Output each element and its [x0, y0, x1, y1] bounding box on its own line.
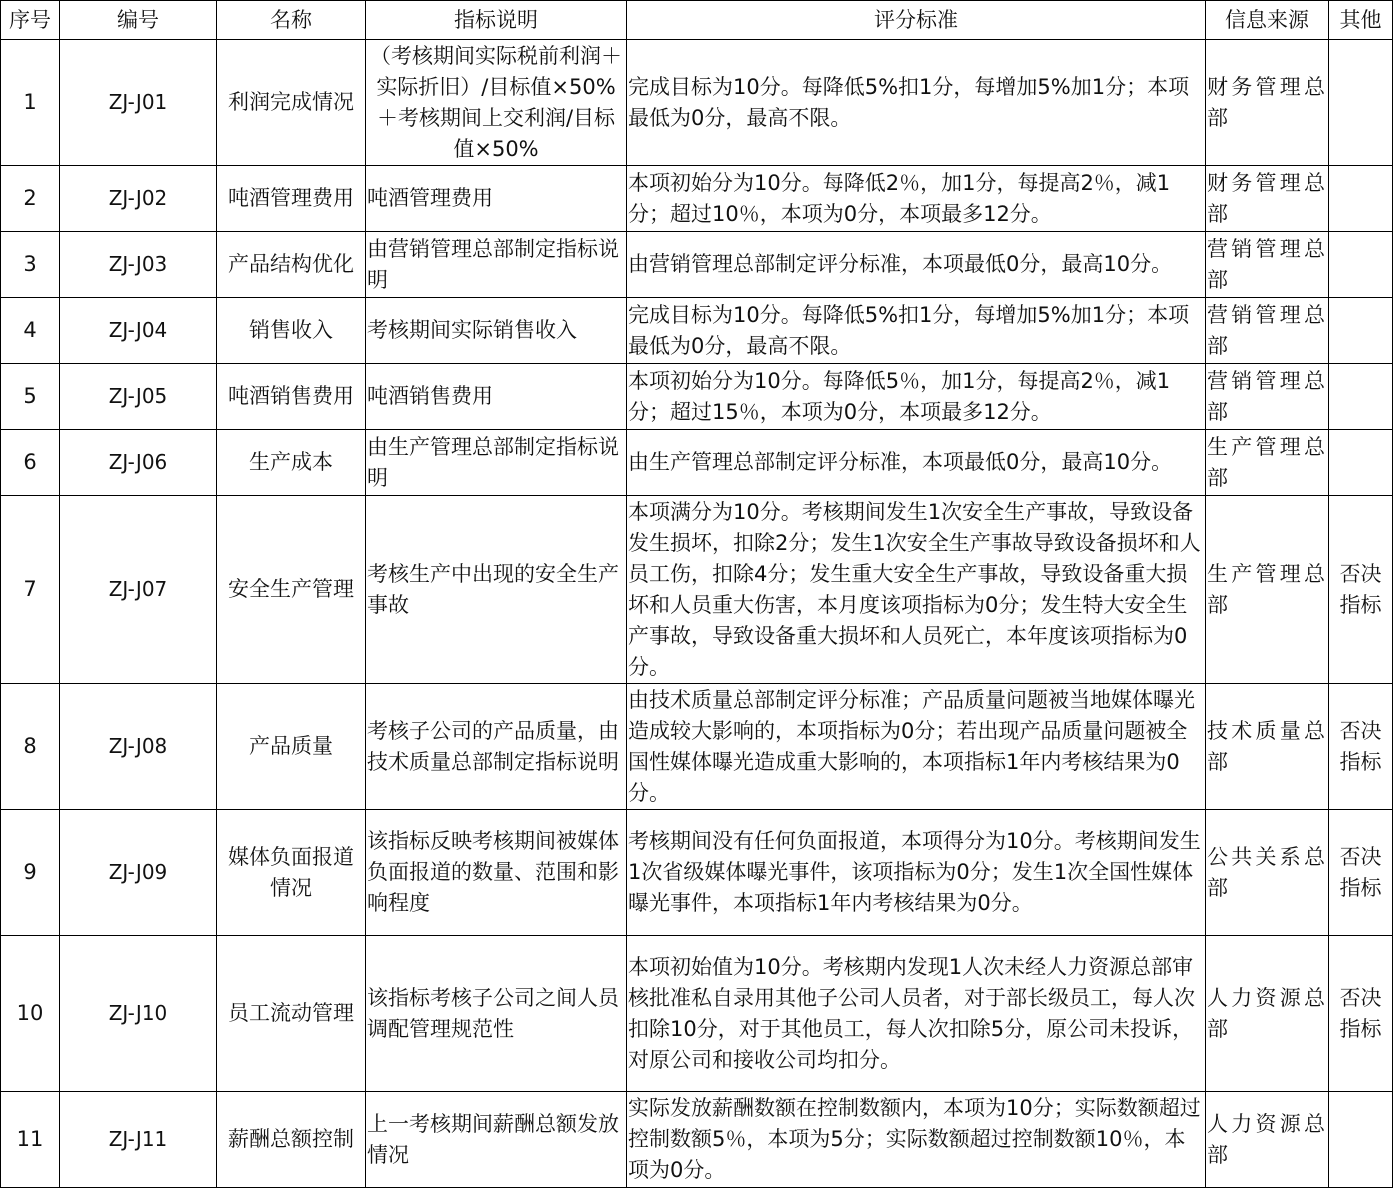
- cell-desc: 考核期间实际销售收入: [366, 298, 627, 364]
- cell-code: ZJ-J03: [60, 232, 217, 298]
- cell-name: 吨酒管理费用: [217, 166, 366, 232]
- cell-no: 11: [1, 1092, 60, 1188]
- header-source: 信息来源: [1206, 1, 1329, 40]
- cell-standard: 完成目标为10分。每降低5%扣1分，每增加5%加1分；本项最低为0分，最高不限。: [627, 298, 1206, 364]
- cell-name: 员工流动管理: [217, 936, 366, 1092]
- cell-no: 8: [1, 684, 60, 810]
- cell-other: [1329, 232, 1393, 298]
- cell-source: 生产管理总部: [1206, 430, 1329, 496]
- cell-other: 否决指标: [1329, 936, 1393, 1092]
- table-row: [1, 810, 1393, 936]
- cell-source: 人力资源总部: [1206, 936, 1329, 1092]
- cell-name: 产品质量: [217, 684, 366, 810]
- cell-code: ZJ-J04: [60, 298, 217, 364]
- cell-other: [1329, 298, 1393, 364]
- cell-desc: 考核子公司的产品质量，由技术质量总部制定指标说明: [366, 684, 627, 810]
- cell-desc: 吨酒销售费用: [366, 364, 627, 430]
- cell-code: ZJ-J05: [60, 364, 217, 430]
- cell-no: 2: [1, 166, 60, 232]
- cell-standard: 实际发放薪酬数额在控制数额内，本项为10分；实际数额超过控制数额5％，本项为5分；实际数额超过控制数额10％，本项为0分。: [627, 1092, 1206, 1188]
- cell-name: 安全生产管理: [217, 496, 366, 684]
- cell-source: 公共关系总部: [1206, 810, 1329, 936]
- cell-standard: 考核期间没有任何负面报道，本项得分为10分。考核期间发生1次省级媒体曝光事件，该项指标为0分；发生1次全国性媒体曝光事件，本项指标1年内考核结果为0分。: [627, 810, 1206, 936]
- cell-other: 否决指标: [1329, 496, 1393, 684]
- cell-other: [1329, 166, 1393, 232]
- table-row: [1, 166, 1393, 232]
- cell-no: 9: [1, 810, 60, 936]
- cell-code: ZJ-J09: [60, 810, 217, 936]
- table-row: [1, 936, 1393, 1092]
- cell-code: ZJ-J02: [60, 166, 217, 232]
- header-desc: 指标说明: [366, 1, 627, 40]
- cell-code: ZJ-J08: [60, 684, 217, 810]
- table-row: [1, 496, 1393, 684]
- cell-other: [1329, 1092, 1393, 1188]
- cell-desc: 吨酒管理费用: [366, 166, 627, 232]
- header-no: 序号: [1, 1, 60, 40]
- cell-standard: 由生产管理总部制定评分标准，本项最低0分，最高10分。: [627, 430, 1206, 496]
- cell-name: 销售收入: [217, 298, 366, 364]
- cell-name: 媒体负面报道情况: [217, 810, 366, 936]
- cell-desc: 由营销管理总部制定指标说明: [366, 232, 627, 298]
- cell-source: 营销管理总部: [1206, 364, 1329, 430]
- cell-code: ZJ-J01: [60, 40, 217, 166]
- table-row: [1, 40, 1393, 166]
- table-row: [1, 298, 1393, 364]
- cell-desc: （考核期间实际税前利润＋实际折旧）/目标值×50%＋考核期间上交利润/目标值×50%: [366, 40, 627, 166]
- cell-source: 营销管理总部: [1206, 298, 1329, 364]
- header-name: 名称: [217, 1, 366, 40]
- cell-source: 营销管理总部: [1206, 232, 1329, 298]
- cell-standard: 由技术质量总部制定评分标准；产品质量问题被当地媒体曝光造成较大影响的，本项指标为0分；若出现产品质量问题被全国性媒体曝光造成重大影响的，本项指标1年内考核结果为0分。: [627, 684, 1206, 810]
- cell-desc: 上一考核期间薪酬总额发放情况: [366, 1092, 627, 1188]
- table-row: [1, 364, 1393, 430]
- cell-name: 薪酬总额控制: [217, 1092, 366, 1188]
- cell-name: 产品结构优化: [217, 232, 366, 298]
- cell-source: 技术质量总部: [1206, 684, 1329, 810]
- cell-code: ZJ-J06: [60, 430, 217, 496]
- cell-other: 否决指标: [1329, 684, 1393, 810]
- cell-no: 4: [1, 298, 60, 364]
- cell-no: 6: [1, 430, 60, 496]
- cell-source: 财务管理总部: [1206, 166, 1329, 232]
- table-row: [1, 430, 1393, 496]
- cell-no: 7: [1, 496, 60, 684]
- cell-standard: 由营销管理总部制定评分标准，本项最低0分，最高10分。: [627, 232, 1206, 298]
- cell-other: [1329, 364, 1393, 430]
- cell-other: 否决指标: [1329, 810, 1393, 936]
- table-row: [1, 232, 1393, 298]
- cell-code: ZJ-J11: [60, 1092, 217, 1188]
- header-code: 编号: [60, 1, 217, 40]
- header-standard: 评分标准: [627, 1, 1206, 40]
- cell-source: 生产管理总部: [1206, 496, 1329, 684]
- cell-standard: 本项初始值为10分。考核期内发现1人次未经人力资源总部审核批准私自录用其他子公司人员者，对于部长级员工，每人次扣除10分，对于其他员工，每人次扣除5分，原公司未投诉，对原公司和接收公司均扣分。: [627, 936, 1206, 1092]
- cell-no: 10: [1, 936, 60, 1092]
- table-row: [1, 1092, 1393, 1188]
- cell-code: ZJ-J07: [60, 496, 217, 684]
- cell-source: 人力资源总部: [1206, 1092, 1329, 1188]
- cell-desc: 该指标反映考核期间被媒体负面报道的数量、范围和影响程度: [366, 810, 627, 936]
- cell-desc: 考核生产中出现的安全生产事故: [366, 496, 627, 684]
- cell-no: 3: [1, 232, 60, 298]
- cell-name: 吨酒销售费用: [217, 364, 366, 430]
- cell-other: [1329, 430, 1393, 496]
- header-other: 其他: [1329, 1, 1393, 40]
- cell-standard: 完成目标为10分。每降低5%扣1分，每增加5%加1分；本项最低为0分，最高不限。: [627, 40, 1206, 166]
- cell-desc: 由生产管理总部制定指标说明: [366, 430, 627, 496]
- cell-standard: 本项初始分为10分。每降低5％，加1分，每提高2％，减1分；超过15％，本项为0分，本项最多12分。: [627, 364, 1206, 430]
- cell-source: 财务管理总部: [1206, 40, 1329, 166]
- cell-other: [1329, 40, 1393, 166]
- cell-standard: 本项初始分为10分。每降低2％，加1分，每提高2％，减1分；超过10％，本项为0分，本项最多12分。: [627, 166, 1206, 232]
- header-row: [1, 1, 1393, 40]
- cell-name: 生产成本: [217, 430, 366, 496]
- cell-code: ZJ-J10: [60, 936, 217, 1092]
- cell-desc: 该指标考核子公司之间人员调配管理规范性: [366, 936, 627, 1092]
- cell-name: 利润完成情况: [217, 40, 366, 166]
- cell-no: 1: [1, 40, 60, 166]
- cell-standard: 本项满分为10分。考核期间发生1次安全生产事故，导致设备发生损坏，扣除2分；发生1次安全生产事故导致设备损坏和人员工伤，扣除4分；发生重大安全生产事故，导致设备重大损坏和人员重大伤害，本月度该项指标为0分；发生特大安全生产事故，导致设备重大损坏和人员死亡，本年度该项指标为0分。: [627, 496, 1206, 684]
- table-row: [1, 684, 1393, 810]
- cell-no: 5: [1, 364, 60, 430]
